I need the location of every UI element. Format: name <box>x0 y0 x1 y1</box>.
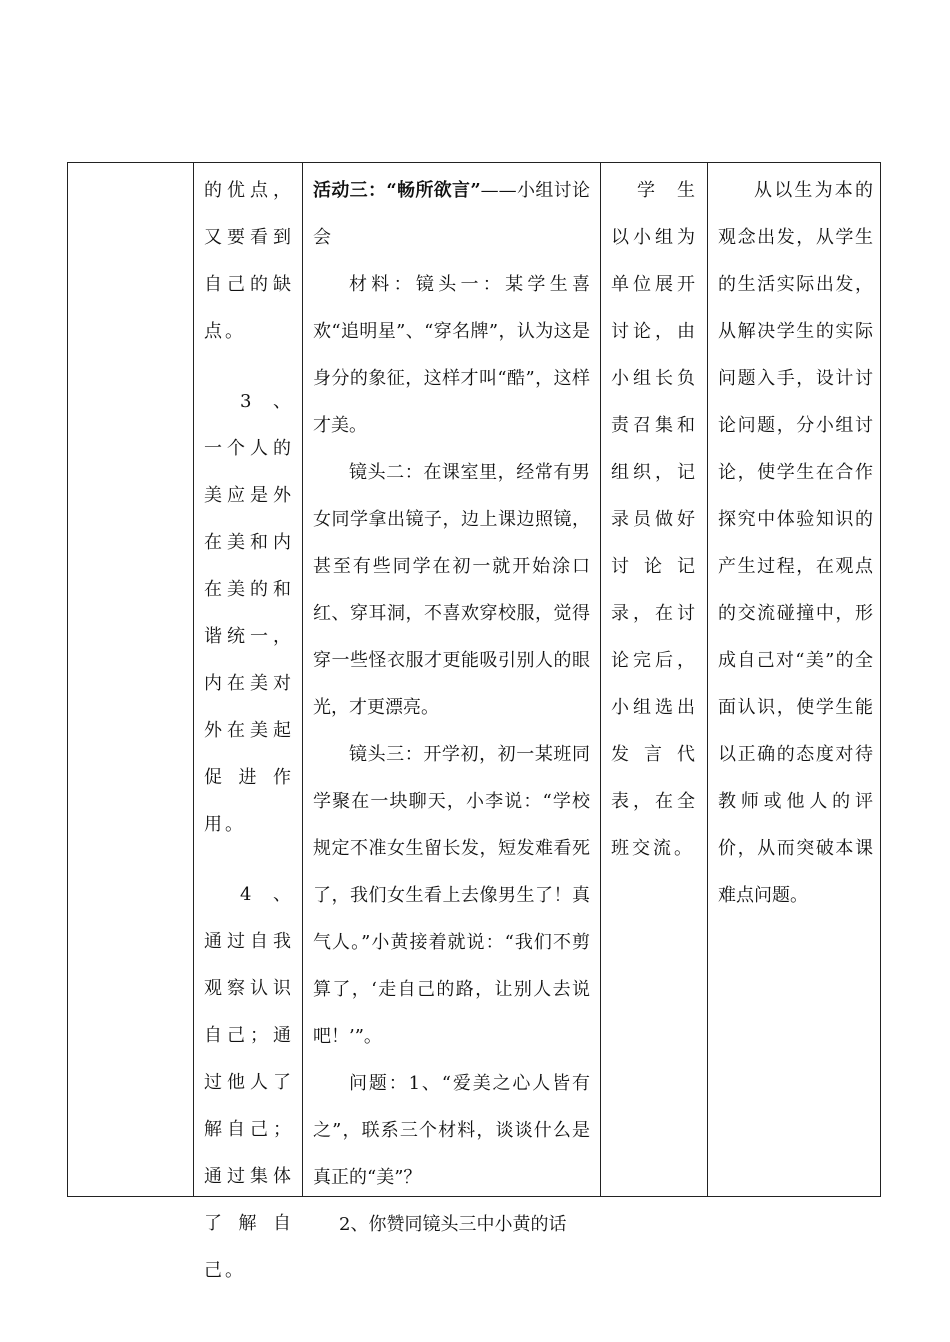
material-scene-2: 镜头二：在课室里，经常有男女同学拿出镜子，边上课边照镜，甚至有些同学在初一就开始涂口红、穿耳洞，不喜欢穿校服，觉得穿一些怪衣服才更能吸引别人的眼光，才更漂亮。 <box>313 462 590 718</box>
student-activity-text: 学生以小组为单位展开讨论，由小组长负责召集和组织，记录员做好讨论记录，在讨论完后，小组选出发言代表，在全班交流。 <box>611 180 698 859</box>
knowledge-paragraph-1: 的优点，又要看到自己的缺点。 <box>204 180 294 342</box>
activity-title: 活动三：“畅所欲言” <box>313 180 481 201</box>
design-intent-content <box>708 163 881 919</box>
discussion-question-1: 问题：1、“爱美之心人皆有之”，联系三个材料，谈谈什么是真正的“美”？ <box>313 1073 590 1188</box>
table-column-student-activity <box>600 163 707 1196</box>
material-scene-1: 材料：镜头一：某学生喜欢“追明星”、“穿名牌”，认为这是身分的象征，这样才叫“酷”，这样才美。 <box>313 274 590 436</box>
knowledge-paragraph-3: 4、通过自我观察认识自己；通过他人了解自己；通过集体了解自己。 <box>204 884 294 1281</box>
activity-content <box>303 163 600 1248</box>
knowledge-paragraph-2: 3、一个人的美应是外在美和内在美的和谐统一，内在美对外在美起促进作用。 <box>204 391 294 835</box>
knowledge-points <box>194 163 302 1294</box>
discussion-question-2: 2、你赞同镜头三中小黄的话 <box>339 1214 567 1235</box>
table-column-activity <box>302 163 600 1235</box>
column-1-text <box>68 163 193 167</box>
table-column-1 <box>68 163 193 1196</box>
material-scene-3: 镜头三：开学初，初一某班同学聚在一块聊天，小李说：“学校规定不准女生留长发，短发难看死了，我们女生看上去像男生了！真气人。”小黄接着就说：“我们不剪算了，‘走自己的路，让别人去说吧！’”。 <box>313 744 590 1047</box>
activity-title-suffix: ——小组讨论会 <box>313 180 590 248</box>
table-column-knowledge <box>193 163 302 1281</box>
lesson-plan-table <box>67 162 881 1281</box>
design-intent-text: 从以生为本的观念出发，从学生的生活实际出发，从解决学生的实际问题入手，设计讨论问题，分小组讨论，使学生在合作探究中体验知识的产生过程，在观点的交流碰撞中，形成自己对“美”的全面认识，使学生能以正确的态度对待教师或他人的评价，从而突破本课难点问题。 <box>718 180 873 906</box>
table-column-design-intent <box>707 163 881 1196</box>
student-activity-content <box>601 163 707 872</box>
activity-heading <box>313 167 590 261</box>
